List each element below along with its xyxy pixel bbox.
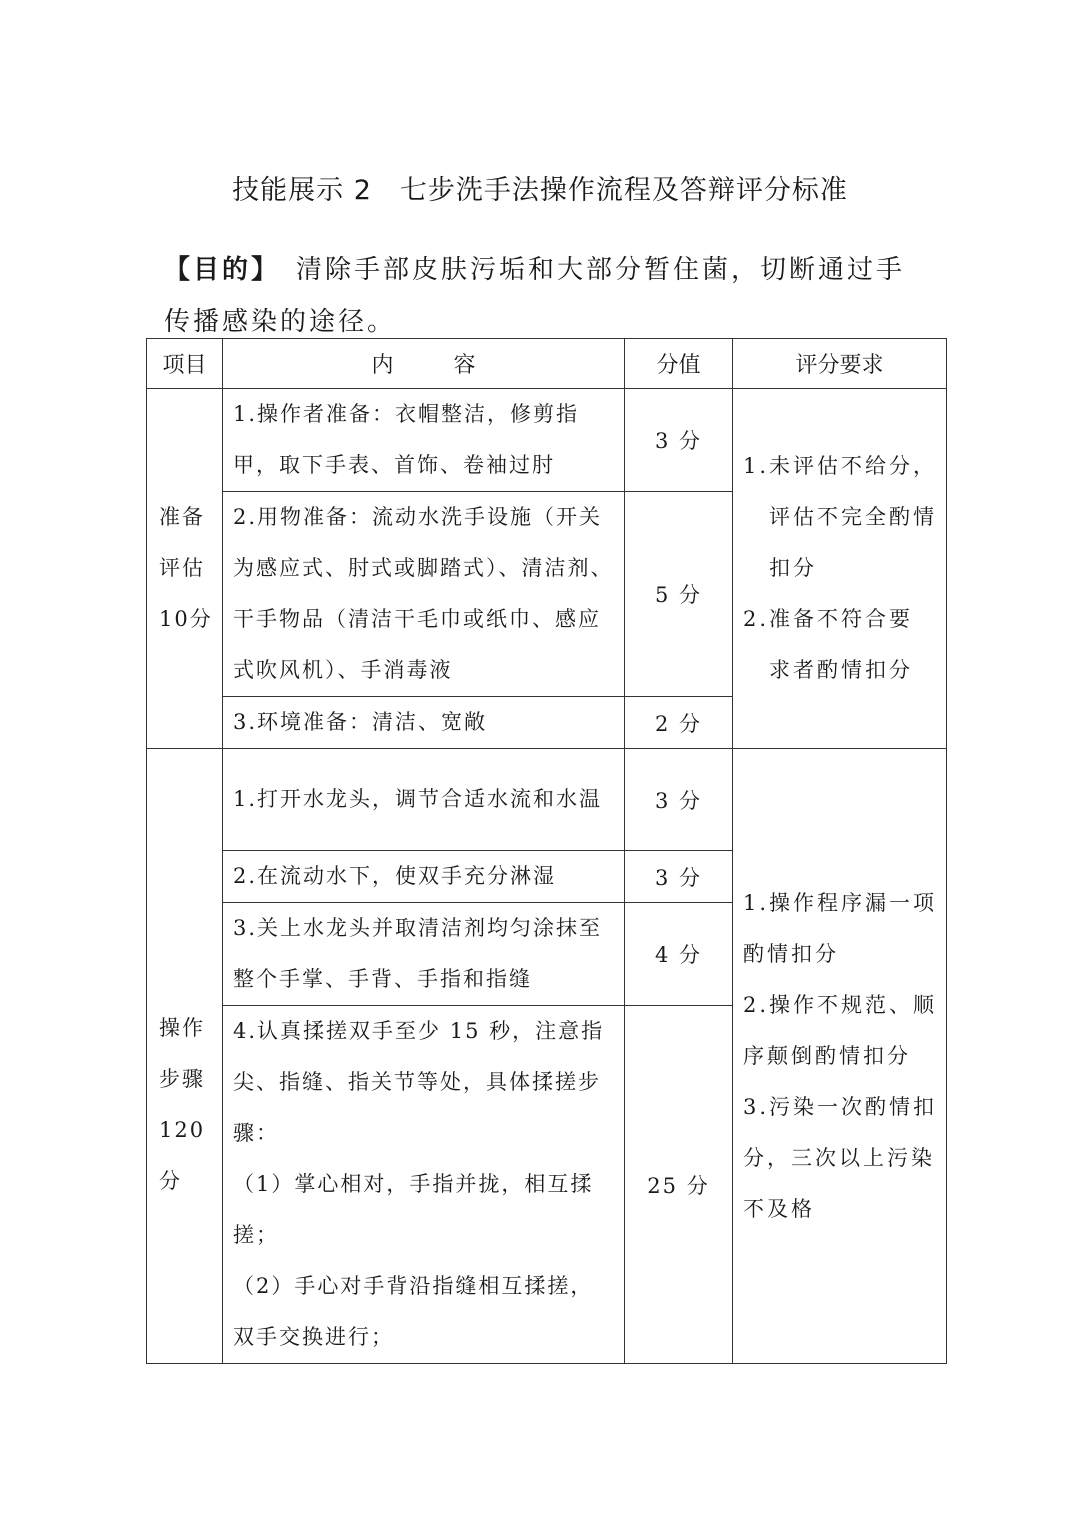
score-cell: 5 分 xyxy=(625,492,733,697)
header-requirement: 评分要求 xyxy=(733,339,947,389)
requirement-line: 3.污染一次酌情扣分，三次以上污染不及格 xyxy=(743,1094,938,1221)
score-cell: 25 分 xyxy=(625,1006,733,1364)
requirement-prep xyxy=(733,389,947,749)
step-intro: 4.认真揉搓双手至少 15 秒，注意指尖、指缝、指关节等处，具体揉搓步骤： xyxy=(233,1019,605,1145)
content-cell: 1.操作者准备：衣帽整洁，修剪指甲，取下手表、首饰、卷袖过肘 xyxy=(223,389,625,492)
sub-step: （1）掌心相对，手指并拢，相互揉搓； xyxy=(233,1172,594,1247)
table-header-row xyxy=(147,339,947,389)
purpose-text: 清除手部皮肤污垢和大部分暂住菌，切断通过手传播感染的途径。 xyxy=(164,255,906,337)
category-prep: 准备评估10分 xyxy=(147,389,223,749)
category-steps: 操作步骤120分 xyxy=(147,749,223,1364)
page-title: 技能展示 2 七步洗手法操作流程及答辩评分标准 xyxy=(232,175,848,206)
score-cell: 3 分 xyxy=(625,389,733,492)
requirement-line: 2.操作不规范、顺序颠倒酌情扣分 xyxy=(743,992,938,1068)
requirement-line: 求者酌情扣分 xyxy=(769,658,913,682)
table-row xyxy=(147,389,947,492)
content-cell: 2.用物准备：流动水洗手设施（开关为感应式、肘式或脚踏式）、清洁剂、干手物品（清洁干毛巾或纸巾、感应式吹风机）、手消毒液 xyxy=(223,492,625,697)
requirement-line: 1.未评估不给分， xyxy=(743,454,938,478)
requirement-line: 评估不完全酌情扣分 xyxy=(769,505,937,580)
content-cell: 3.关上水龙头并取清洁剂均匀涂抹至整个手掌、手背、手指和指缝 xyxy=(223,903,625,1006)
scoring-table xyxy=(146,338,947,1364)
score-cell: 2 分 xyxy=(625,697,733,749)
header-score: 分值 xyxy=(625,339,733,389)
score-cell: 4 分 xyxy=(625,903,733,1006)
header-content: 内容 xyxy=(223,339,625,389)
content-cell: 2.在流动水下，使双手充分淋湿 xyxy=(223,851,625,903)
requirement-steps xyxy=(733,749,947,1364)
purpose-paragraph xyxy=(164,244,934,348)
score-cell: 3 分 xyxy=(625,851,733,903)
requirement-line: 1.操作程序漏一项酌情扣分 xyxy=(743,890,938,966)
purpose-label: 【目的】 xyxy=(164,255,281,285)
content-cell: 3.环境准备：清洁、宽敞 xyxy=(223,697,625,749)
score-cell: 3 分 xyxy=(625,749,733,851)
sub-step: （2）手心对手背沿指缝相互揉搓，双手交换进行； xyxy=(233,1274,594,1349)
header-item: 项目 xyxy=(147,339,223,389)
requirement-line: 2.准备不符合要 xyxy=(743,607,914,631)
table-row xyxy=(147,749,947,851)
content-cell-steps xyxy=(223,1006,625,1364)
content-cell: 1.打开水龙头，调节合适水流和水温 xyxy=(223,749,625,851)
